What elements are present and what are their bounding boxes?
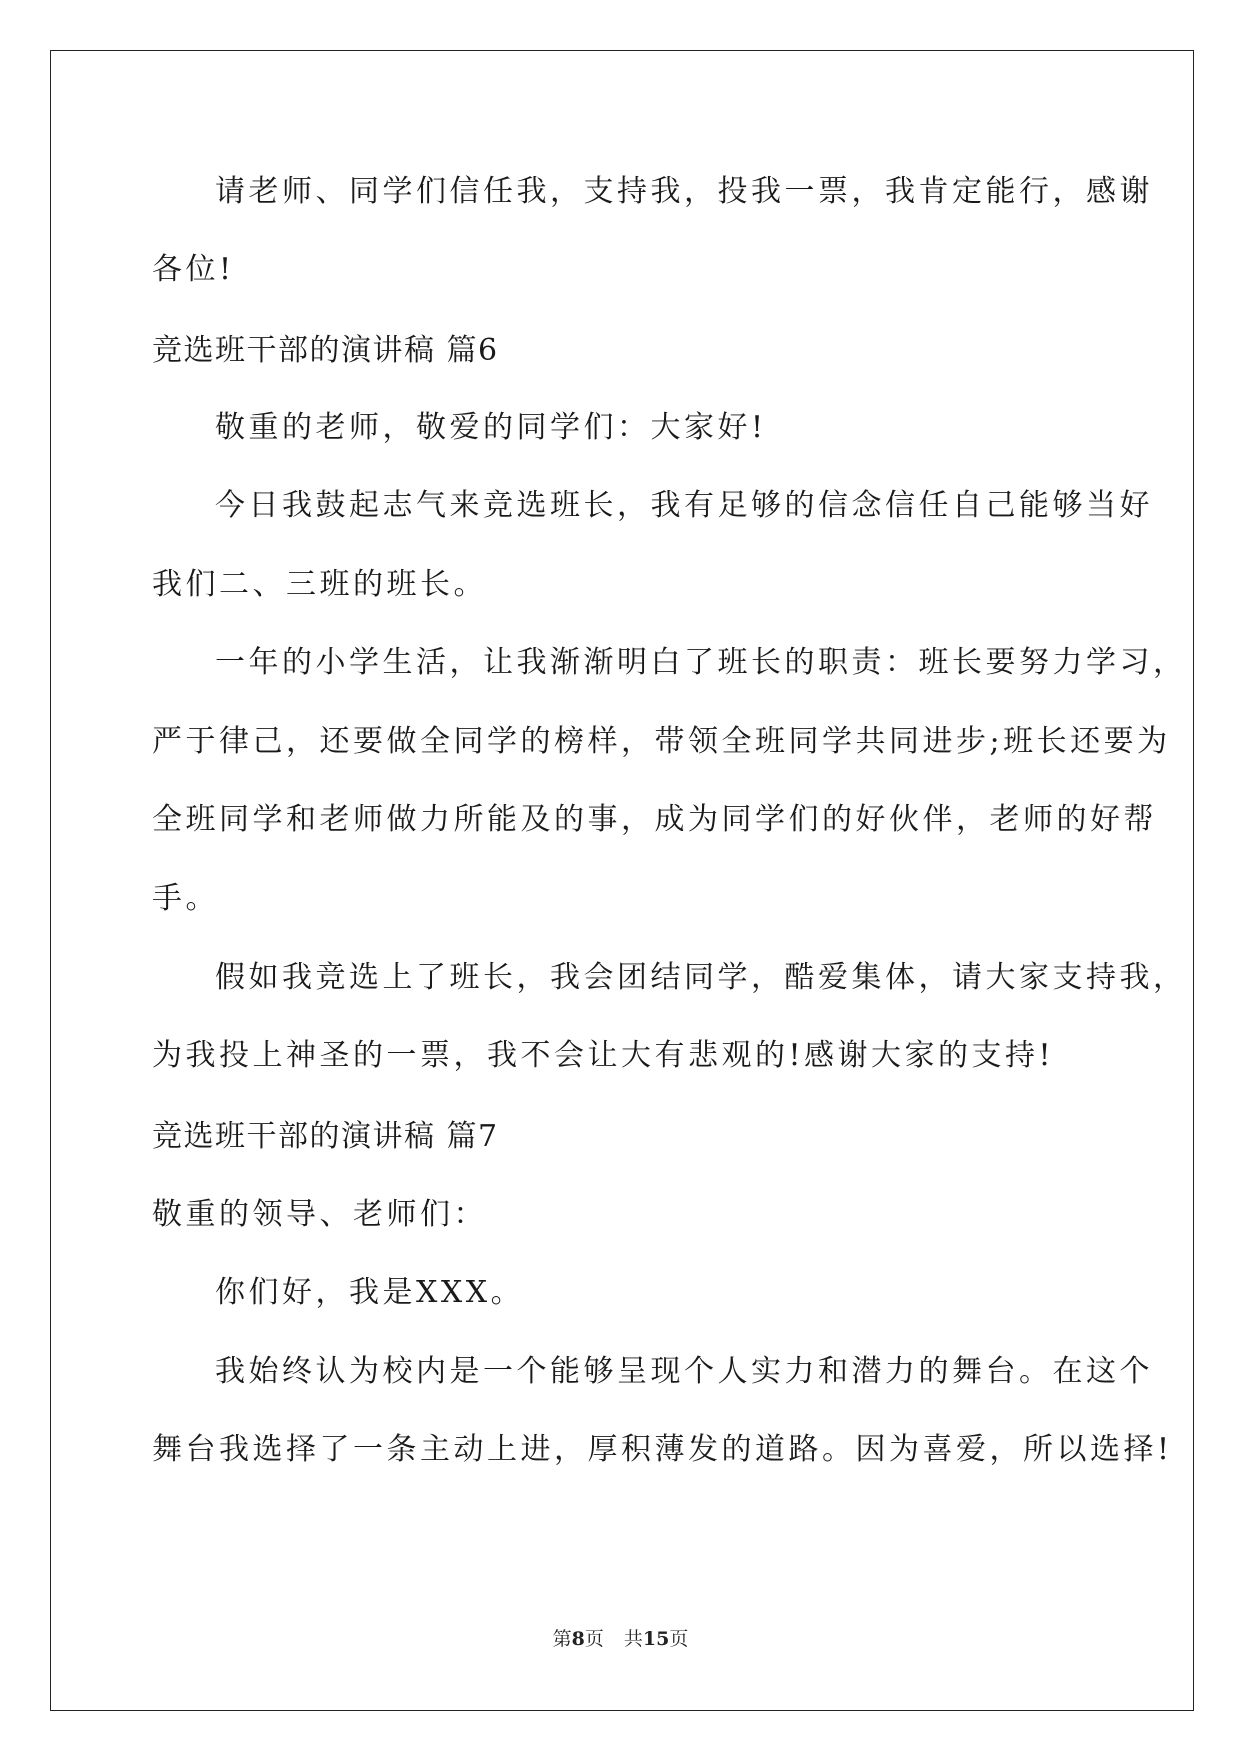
paragraph-line: 手。	[152, 881, 219, 916]
paragraph-line: 今日我鼓起志气来竞选班长，我有足够的信念信任自己能够当好	[215, 488, 1153, 523]
paragraph-line: 我始终认为校内是一个能够呈现个人实力和潜力的舞台。在这个	[215, 1354, 1153, 1389]
page-number: 8	[571, 1628, 585, 1650]
paragraph-line: 敬重的老师，敬爱的同学们：大家好!	[215, 410, 767, 445]
paragraph-line: 各位!	[152, 252, 235, 287]
total-pages: 15	[642, 1628, 670, 1650]
paragraph-line: 一年的小学生活，让我渐渐明白了班长的职责：班长要努力学习，	[215, 645, 1187, 680]
paragraph-line: 我们二、三班的班长。	[152, 567, 487, 602]
total-suffix: 页	[669, 1628, 689, 1650]
paragraph-line: 你们好，我是XXX。	[215, 1275, 525, 1310]
paragraph-line: 舞台我选择了一条主动上进，厚积薄发的道路。因为喜爱，所以选择!	[152, 1432, 1173, 1467]
page-footer	[0, 1626, 1241, 1652]
paragraph-line: 敬重的领导、老师们：	[152, 1197, 487, 1232]
paragraph-line: 为我投上神圣的一票，我不会让大有悲观的!感谢大家的支持!	[152, 1038, 1055, 1073]
paragraph-line: 假如我竞选上了班长，我会团结同学，酷爱集体，请大家支持我，	[215, 960, 1187, 995]
page-suffix: 页	[584, 1628, 604, 1650]
section-heading-6: 竞选班干部的演讲稿 篇6	[152, 333, 499, 368]
total-prefix: 共	[623, 1628, 643, 1650]
section-heading-7: 竞选班干部的演讲稿 篇7	[152, 1119, 499, 1154]
paragraph-line: 全班同学和老师做力所能及的事，成为同学们的好伙伴，老师的好帮	[152, 802, 1157, 837]
page-prefix: 第	[552, 1628, 572, 1650]
paragraph-line: 请老师、同学们信任我，支持我，投我一票，我肯定能行，感谢	[215, 174, 1153, 209]
paragraph-line: 严于律己，还要做全同学的榜样，带领全班同学共同进步;班长还要为	[152, 724, 1171, 759]
